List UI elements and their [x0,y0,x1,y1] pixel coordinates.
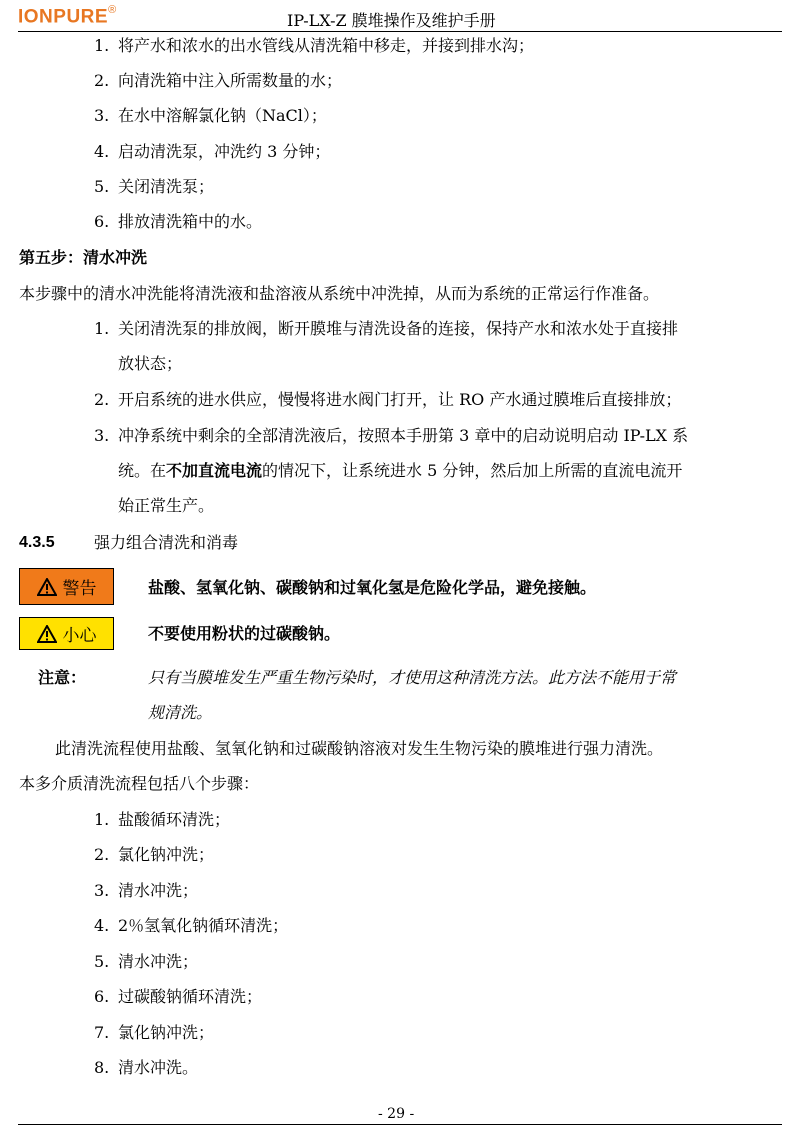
intro-paragraph-2: 本多介质清洗流程包括八个步骤： [19,774,260,793]
intro-paragraph-1: 此清洗流程使用盐酸、氢氧化钠和过碳酸钠溶液对发生生物污染的膜堆进行强力清洗。 [55,739,664,758]
step5-intro: 本步骤中的清水冲洗能将清洗液和盐溶液从系统中冲洗掉，从而为系统的正常运行作准备。 [19,284,660,303]
registered-mark: ® [108,4,117,16]
list-item: 2. 向清洗箱中注入所需数量的水； [94,71,343,90]
list-item: 1. 将产水和浓水的出水管线从清洗箱中移走，并接到排水沟； [94,36,535,55]
caution-label: 小心 [62,626,97,646]
step5-heading: 第五步：清水冲洗 [19,248,148,267]
warning-label: 警告 [62,579,97,599]
step5-item-2: 2. 开启系统的进水供应，慢慢将进水阀门打开，让 RO 产水通过膜堆后直接排放； [94,390,682,409]
ionpure-logo [18,6,117,28]
emphasis-no-dc: 不加直流电流 [166,461,263,480]
list-item: 4. 启动清洗泵，冲洗约 3 分钟； [94,142,331,161]
step5-item-1: 1. 关闭清洗泵的排放阀，断开膜堆与清洗设备的连接，保持产水和浓水处于直接排 [94,319,679,338]
step5-item-3: 3. 冲净系统中剩余的全部清洗液后，按照本手册第 3 章中的启动说明启动 IP-LX 系 [94,426,689,445]
caution-text: 不要使用粉状的过碳酸钠。 [148,624,341,643]
step5-item-3-cont: 统。在不加直流电流的情况下，让系统进水 5 分钟，然后加上所需的直流电流开 [118,461,683,480]
warning-text: 盐酸、氢氧化钠、碳酸钠和过氧化氢是危险化学品，避免接触。 [148,578,597,597]
note-text-2: 规清洗。 [148,703,213,722]
caution-triangle-icon [37,625,57,643]
caution-badge [19,617,114,650]
warning-badge [19,568,114,605]
step5-item-1-cont: 放状态； [118,354,183,373]
note-text-1: 只有当膜堆发生严重生物污染时，才使用这种清洗方法。此方法不能用于常 [148,668,677,687]
warning-triangle-icon [37,578,57,596]
list-item: 7. 氯化钠冲洗； [94,1023,215,1042]
section-title: 强力组合清洗和消毒 [94,533,239,552]
list-item: 5. 关闭清洗泵； [94,177,215,196]
document-title: IP-LX-Z 膜堆操作及维护手册 [287,11,496,30]
list-item: 6. 过碳酸钠循环清洗； [94,987,263,1006]
note-label: 注意： [38,668,87,687]
logo-text: IONPURE [18,6,109,28]
list-item: 2. 氯化钠冲洗； [94,845,215,864]
list-item: 1. 盐酸循环清洗； [94,810,231,829]
list-item: 6. 排放清洗箱中的水。 [94,212,263,231]
section-number: 4.3.5 [19,534,55,551]
page-number: - 29 - [378,1106,415,1122]
list-item: 5. 清水冲洗； [94,952,199,971]
header-rule [18,31,782,32]
list-item: 4. 2％氢氧化钠循环清洗； [94,916,289,935]
list-item: 3. 在水中溶解氯化钠（NaCl）； [94,106,327,125]
list-item: 3. 清水冲洗； [94,881,199,900]
footer-rule [18,1124,782,1125]
list-item: 8. 清水冲洗。 [94,1058,199,1077]
step5-item-3-cont2: 始正常生产。 [118,496,215,515]
